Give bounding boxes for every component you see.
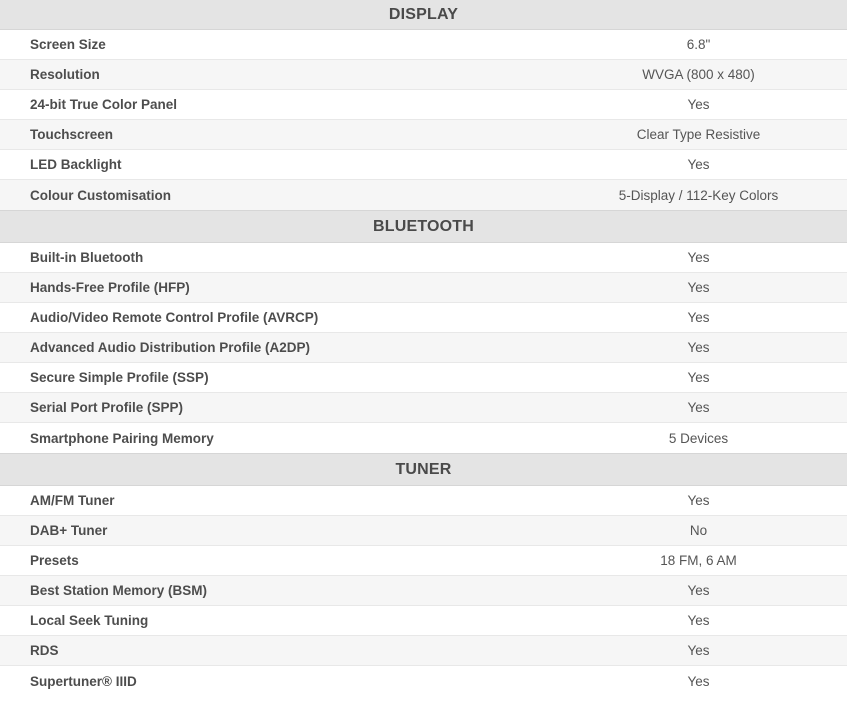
spec-row-screen-size [0, 30, 847, 60]
spec-label: Smartphone Pairing Memory [30, 430, 214, 446]
spec-value: Clear Type Resistive [636, 127, 761, 142]
spec-row-dab-tuner [0, 516, 847, 546]
spec-row-bsm [0, 576, 847, 606]
spec-value: Yes [687, 613, 710, 628]
spec-row-rds [0, 636, 847, 666]
spec-label: Audio/Video Remote Control Profile (AVRCP) [30, 310, 319, 325]
spec-label: Serial Port Profile (SPP) [30, 400, 184, 415]
spec-row-built-in-bluetooth [0, 243, 847, 273]
spec-row-supertuner [0, 666, 847, 696]
spec-row-smartphone-pairing-memory [0, 423, 847, 453]
spec-row-a2dp [0, 333, 847, 363]
spec-value: Yes [687, 493, 710, 508]
spec-label: Local Seek Tuning [30, 613, 149, 628]
spec-row-am-fm-tuner [0, 486, 847, 516]
spec-label: Secure Simple Profile (SSP) [30, 370, 209, 385]
spec-row-resolution [0, 60, 847, 90]
spec-value: WVGA (800 x 480) [642, 67, 755, 82]
spec-label: Supertuner® IIID [30, 673, 137, 689]
spec-label: Touchscreen [30, 127, 114, 142]
spec-label: Best Station Memory (BSM) [30, 583, 208, 598]
spec-row-led-backlight [0, 150, 847, 180]
spec-row-colour-customisation [0, 180, 847, 210]
spec-row-touchscreen [0, 120, 847, 150]
spec-value: Yes [687, 340, 710, 355]
spec-label: Screen Size [30, 37, 106, 52]
spec-label: 24-bit True Color Panel [30, 97, 178, 112]
spec-value: Yes [687, 97, 710, 112]
spec-row-presets [0, 546, 847, 576]
spec-value: Yes [687, 250, 710, 265]
spec-value: Yes [687, 673, 710, 689]
spec-row-hfp [0, 273, 847, 303]
spec-label: RDS [30, 643, 59, 658]
spec-value: Yes [687, 370, 710, 385]
spec-value: Yes [687, 643, 710, 658]
spec-label: Resolution [30, 67, 100, 82]
spec-value: 5 Devices [668, 430, 729, 446]
spec-value: Yes [687, 400, 710, 415]
spec-value: Yes [687, 310, 710, 325]
spec-label: DAB+ Tuner [30, 523, 108, 538]
section-header-bluetooth: BLUETOOTH [0, 210, 847, 243]
spec-label: Presets [30, 553, 79, 568]
spec-label: Advanced Audio Distribution Profile (A2DP) [30, 340, 311, 355]
spec-row-local-seek-tuning [0, 606, 847, 636]
spec-label: Built-in Bluetooth [30, 250, 144, 265]
spec-label: Colour Customisation [30, 187, 171, 203]
section-header-display: DISPLAY [0, 0, 847, 30]
spec-value: 5-Display / 112-Key Colors [618, 187, 779, 203]
spec-row-spp [0, 393, 847, 423]
spec-label: AM/FM Tuner [30, 493, 115, 508]
spec-value: Yes [687, 280, 710, 295]
spec-value: Yes [687, 583, 710, 598]
section-header-tuner: TUNER [0, 453, 847, 486]
spec-label: Hands-Free Profile (HFP) [30, 280, 190, 295]
spec-row-avrcp [0, 303, 847, 333]
spec-row-true-color-panel [0, 90, 847, 120]
spec-value: No [689, 523, 708, 538]
spec-value: Yes [687, 157, 710, 172]
spec-label: LED Backlight [30, 157, 122, 172]
spec-value: 18 FM, 6 AM [660, 553, 737, 568]
spec-row-ssp [0, 363, 847, 393]
spec-value: 6.8" [686, 37, 711, 52]
